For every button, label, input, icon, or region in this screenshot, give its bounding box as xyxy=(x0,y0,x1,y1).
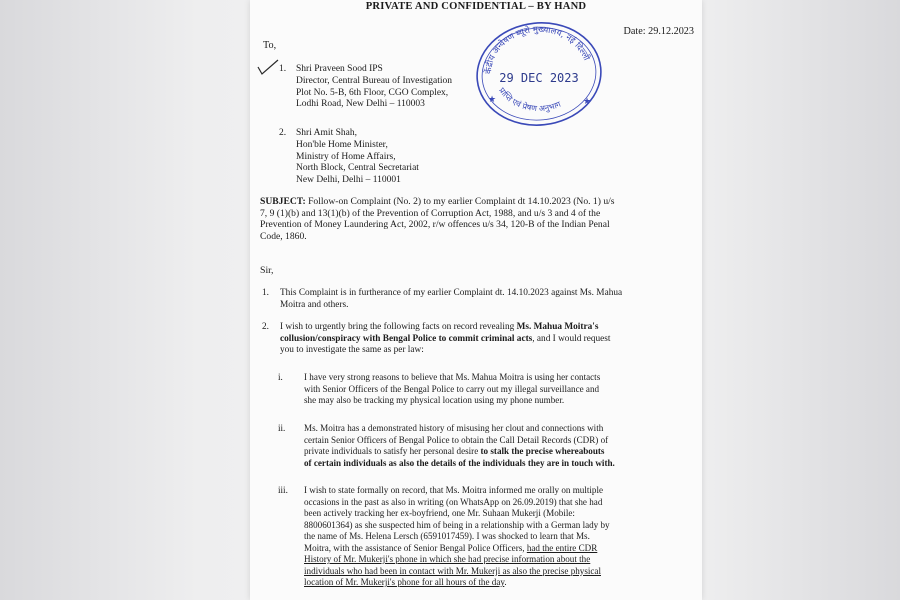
addressee-line: Hon'ble Home Minister, xyxy=(296,139,388,150)
addressee-number: 2. xyxy=(279,128,287,138)
document-date: Date: 29.12.2023 xyxy=(623,26,694,37)
paragraph-text: , and I would request xyxy=(532,333,611,344)
subpoint-text: private individuals to satisfy her personal desire xyxy=(304,446,481,456)
paragraph-1 xyxy=(262,288,623,311)
addressee-line: New Delhi, Delhi – 110001 xyxy=(296,175,401,186)
salutation: Sir, xyxy=(260,265,274,276)
subpoint-underlined: location of Mr. Mukerji's phone for all hours of the day xyxy=(304,577,505,587)
subpoint-line: Ms. Moitra has a demonstrated history of misusing her clout and connections with xyxy=(304,423,604,433)
subpoint-line: been actively tracking her ex-boyfriend, one Mr. Suhaan Mukerji (Mobile: xyxy=(304,508,575,518)
paragraph-text: I wish to urgently bring the following facts on record revealing xyxy=(280,322,517,332)
subpoint-iii xyxy=(278,485,610,589)
subpoint-line: 8800601364) as she suspected him of being in a relationship with a German lady by xyxy=(304,519,610,530)
subpoint-line: the name of Ms. Helena Lersch (6591017459). I was shocked to learn that Ms. xyxy=(304,531,590,541)
subpoint-line: certain Senior Officers of Bengal Police to obtain the Call Detail Records (CDR) of xyxy=(304,434,609,445)
subject-line: 7, 9 (1)(b) and 13(1)(b) of the Prevention of Corruption Act, 1988, and u/s 3 and 4 of the xyxy=(260,207,601,219)
addressee-line: Shri Amit Shah, xyxy=(296,128,357,138)
subpoint-emphasis: of certain individuals as also the details of the individuals they are in touch with. xyxy=(304,457,615,468)
subpoint-line: I have very strong reasons to believe that Ms. Mahua Moitra is using her contacts xyxy=(304,372,601,382)
subpoint-line: I wish to state formally on record, that Ms. Moitra informed me orally on multiple xyxy=(304,485,604,495)
document-page xyxy=(250,0,702,600)
addressee-line: Lodhi Road, New Delhi – 110003 xyxy=(296,99,425,110)
addressee-1 xyxy=(279,64,453,111)
paragraph-emphasis: Ms. Mahua Moitra's xyxy=(516,322,599,332)
stamp-bottom-arc: प्राप्ति एवं प्रेषण अनुभाग xyxy=(497,86,563,114)
to-label: To, xyxy=(263,40,277,51)
subpoint-number: i. xyxy=(278,372,283,382)
subpoint-emphasis: to stalk the precise whereabouts xyxy=(480,446,605,456)
addressee-2 xyxy=(279,128,419,187)
stamp-date: 29 DEC 2023 xyxy=(499,71,579,85)
paragraph-line: you to investigate the same as per law: xyxy=(280,345,424,356)
subject-line: Follow-on Complaint (No. 2) to my earlier Complaint dt 14.10.2023 (No. 1) u/s xyxy=(308,196,615,207)
paragraph-number: 2. xyxy=(262,322,269,332)
subject-line: Prevention of Money Laundering Act, 2002, r/w offences u/s 34, 120-B of the Indian Penal xyxy=(260,219,610,231)
subpoint-text: Moitra, with the assistance of Senior Bengal Police Officers, xyxy=(304,542,527,553)
subpoint-underlined: History of Mr. Mukerji's phone in which she had precise information about the xyxy=(304,554,591,564)
stamp-star-icon: ★ xyxy=(488,95,497,105)
subpoint-underlined: had the entire CDR xyxy=(526,542,598,553)
handwritten-check-mark xyxy=(256,58,280,78)
subpoint-text: . xyxy=(504,577,507,587)
document-header: PRIVATE AND CONFIDENTIAL – BY HAND xyxy=(365,1,587,12)
paragraph-emphasis: collusion/conspiracy with Bengal Police to commit criminal acts xyxy=(280,333,533,344)
addressee-line: North Block, Central Secretariat xyxy=(296,163,419,174)
subpoint-number: ii. xyxy=(278,423,286,433)
paragraph-line: This Complaint is in furtherance of my earlier Complaint dt. 14.10.2023 against Ms. Mahua xyxy=(280,288,623,298)
paragraph-line: Moitra and others. xyxy=(280,299,349,310)
subpoint-i xyxy=(278,372,601,407)
stamp-star-icon: ★ xyxy=(583,97,592,107)
subpoint-ii xyxy=(278,423,615,469)
subject-line: Code, 1860. xyxy=(260,230,307,242)
addressee-line: Plot No. 5-B, 6th Floor, CGO Complex, xyxy=(296,87,449,98)
subpoint-underlined: individuals who had been in contact with Mr. Mukerji as also the precise physical xyxy=(304,565,601,576)
subpoint-line: occasions in the past as also in writing (on WhatsApp on 26.09.2019) that she had xyxy=(304,496,603,507)
subpoint-line: with Senior Officers of the Bengal Police to carry out my illegal surveillance and xyxy=(304,383,600,394)
subpoint-number: iii. xyxy=(278,485,288,495)
subpoint-line: she may also be tracking my physical location using my phone number. xyxy=(304,395,565,405)
stamp-top-arc: केंद्रीय अन्वेषण ब्यूरो मुख्यालय, नई दिल्ली xyxy=(483,24,592,75)
addressee-line: Director, Central Bureau of Investigation xyxy=(296,75,453,86)
addressee-line: Shri Praveen Sood IPS xyxy=(296,64,383,74)
addressee-line: Ministry of Home Affairs, xyxy=(296,151,396,162)
addressee-number: 1. xyxy=(279,64,287,74)
subject-label: SUBJECT: xyxy=(260,196,306,207)
receipt-stamp xyxy=(473,16,605,128)
paragraph-2 xyxy=(262,322,611,357)
subject-block xyxy=(260,196,688,242)
paragraph-number: 1. xyxy=(262,288,269,298)
